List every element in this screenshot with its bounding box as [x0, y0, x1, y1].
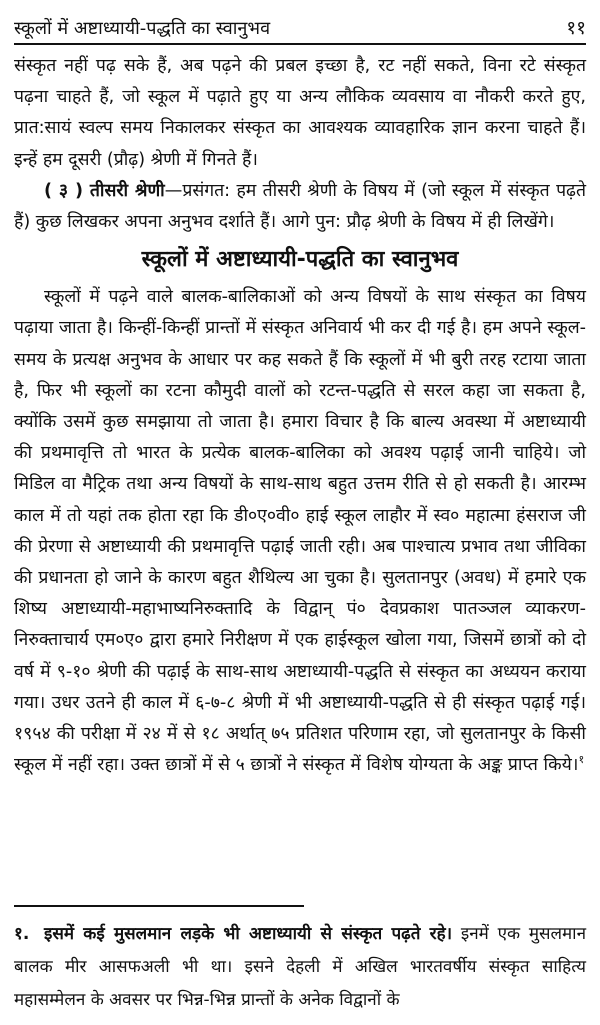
paragraph-school-experience — [14, 282, 586, 781]
footnote-text: इनमें एक मुसलमान बालक मीर आसफअली भी था। इसने देहली में अखिल भारतवर्षीय संस्कृत साहित्य महासम्मेलन के अवसर पर भिन्न-भिन्न प्रान्तों के अनेक विद्वानों के — [14, 924, 587, 1010]
paragraph-school-text: स्कूलों में पढ़ने वाले बालक-बालिकाओं को अन्य विषयों के साथ संस्कृत का विषय पढ़ाया जाता है। किन्हीं-किन्हीं प्रान्तों में संस्कृत अनिवार्य भी कर दी गई है। हम अपने स्कूल-समय के प्रत्यक्ष अनुभव के आधार पर कह सकते हैं कि स्कूलों में भी बुरी तरह रटाया जाता है, फिर भी स्कूलों का रटना कौमुदी वालों को रटन्त-पद्धति से सरल कहा जा सकता है, क्योंकि उसमें कुछ समझाया तो जाता है। हमारा विचार है कि बाल्य अवस्था में अष्टाध्यायी की प्रथमावृत्ति तो भारत के प्रत्येक बालक-बालिका को अवश्य पढ़ाई जानी चाहिये। जो मिडिल वा मैट्रिक तथा अन्य विषयों के साथ-साथ बहुत उत्तम रीति से हो सकती है। आरम्भ काल में तो यहां तक होता रहा कि डी०ए०वी० हाई स्कूल लाहौर में स्व० महात्मा हंसराज जी की प्रेरणा से अष्टाध्यायी की प्रथमावृत्ति पढ़ाई जाती रही। अब पाश्चात्य प्रभाव तथा जीविका की प्रधानता हो जाने के कारण बहुत शैथिल्य आ चुका है। सुलतानपुर (अवध) में हमारे एक शिष्य अष्टाध्यायी-महाभाष्यनिरुक्तादि के विद्वान् पं० देवप्रकाश पातञ्जल व्याकरण-निरुक्ताचार्य एम०ए० द्वारा हमारे निरीक्षण में एक हाईस्कूल खोला गया, जिसमें छात्रों को दो वर्ष में ९-१० श्रेणी की पढ़ाई के साथ-साथ अष्टाध्यायी-पद्धति से संस्कृत का अध्ययन कराया गया। उधर उतने ही काल में ६-७-८ श्रेणी में भी अष्टाध्यायी-पद्धति से ही संस्कृत पढ़ाई गई। १९५४ की परीक्षा में २४ में से १८ अर्थात् ७५ प्रतिशत परिणाम रहा, जो सुलतानपुर के किसी स्कूल में नहीं रहा। उक्त छात्रों में से ५ छात्रों ने संस्कृत में विशेष योग्यता के अङ्क प्राप्त किये। — [14, 287, 586, 776]
footnote — [14, 918, 586, 1017]
footnote-lead: इसमें कई मुसलमान लड़के भी अष्टाध्यायी से संस्कृत पढ़ते रहे। — [44, 924, 453, 944]
running-title: स्कूलों में अष्टाध्यायी-पद्धति का स्वानुभव — [14, 18, 271, 39]
category-lead: ( ३ ) तीसरी श्रेणी — [44, 180, 165, 201]
section-heading: स्कूलों में अष्टाध्यायी-पद्धति का स्वानुभव — [141, 247, 459, 273]
footnote-number: १. — [14, 924, 30, 944]
paragraph-third-category — [14, 176, 586, 238]
footnote-divider — [14, 905, 304, 907]
running-header — [14, 0, 586, 45]
category-text: —प्रसंगत: हम तीसरी श्रेणी के विषय में (जो स्कूल में संस्कृत पढ़ते हैं) कुछ लिखकर अपना अनुभव दर्शाते हैं। आगे पुन: प्रौढ़ श्रेणी के विषय में ही लिखेंगे। — [14, 180, 586, 233]
paragraph-continued: संस्कृत नहीं पढ़ सके हैं, अब पढ़ने की प्रबल इच्छा है, रट नहीं सकते, विना रटे संस्कृत पढ़ना चाहते हैं, जो स्कूल में पढ़ाते हुए या अन्य लौकिक व्यवसाय वा नौकरी करते हुए, प्रात:सायं स्वल्प समय निकालकर संस्कृत का आवश्यक व्यावहारिक ज्ञान करना चाहते हैं। इन्हें हम दूसरी (प्रौढ़) श्रेणी में गिनते हैं। — [14, 56, 586, 170]
footnote-marker: १ — [578, 753, 585, 767]
page-number: ११ — [566, 17, 586, 39]
body-text — [14, 51, 586, 781]
